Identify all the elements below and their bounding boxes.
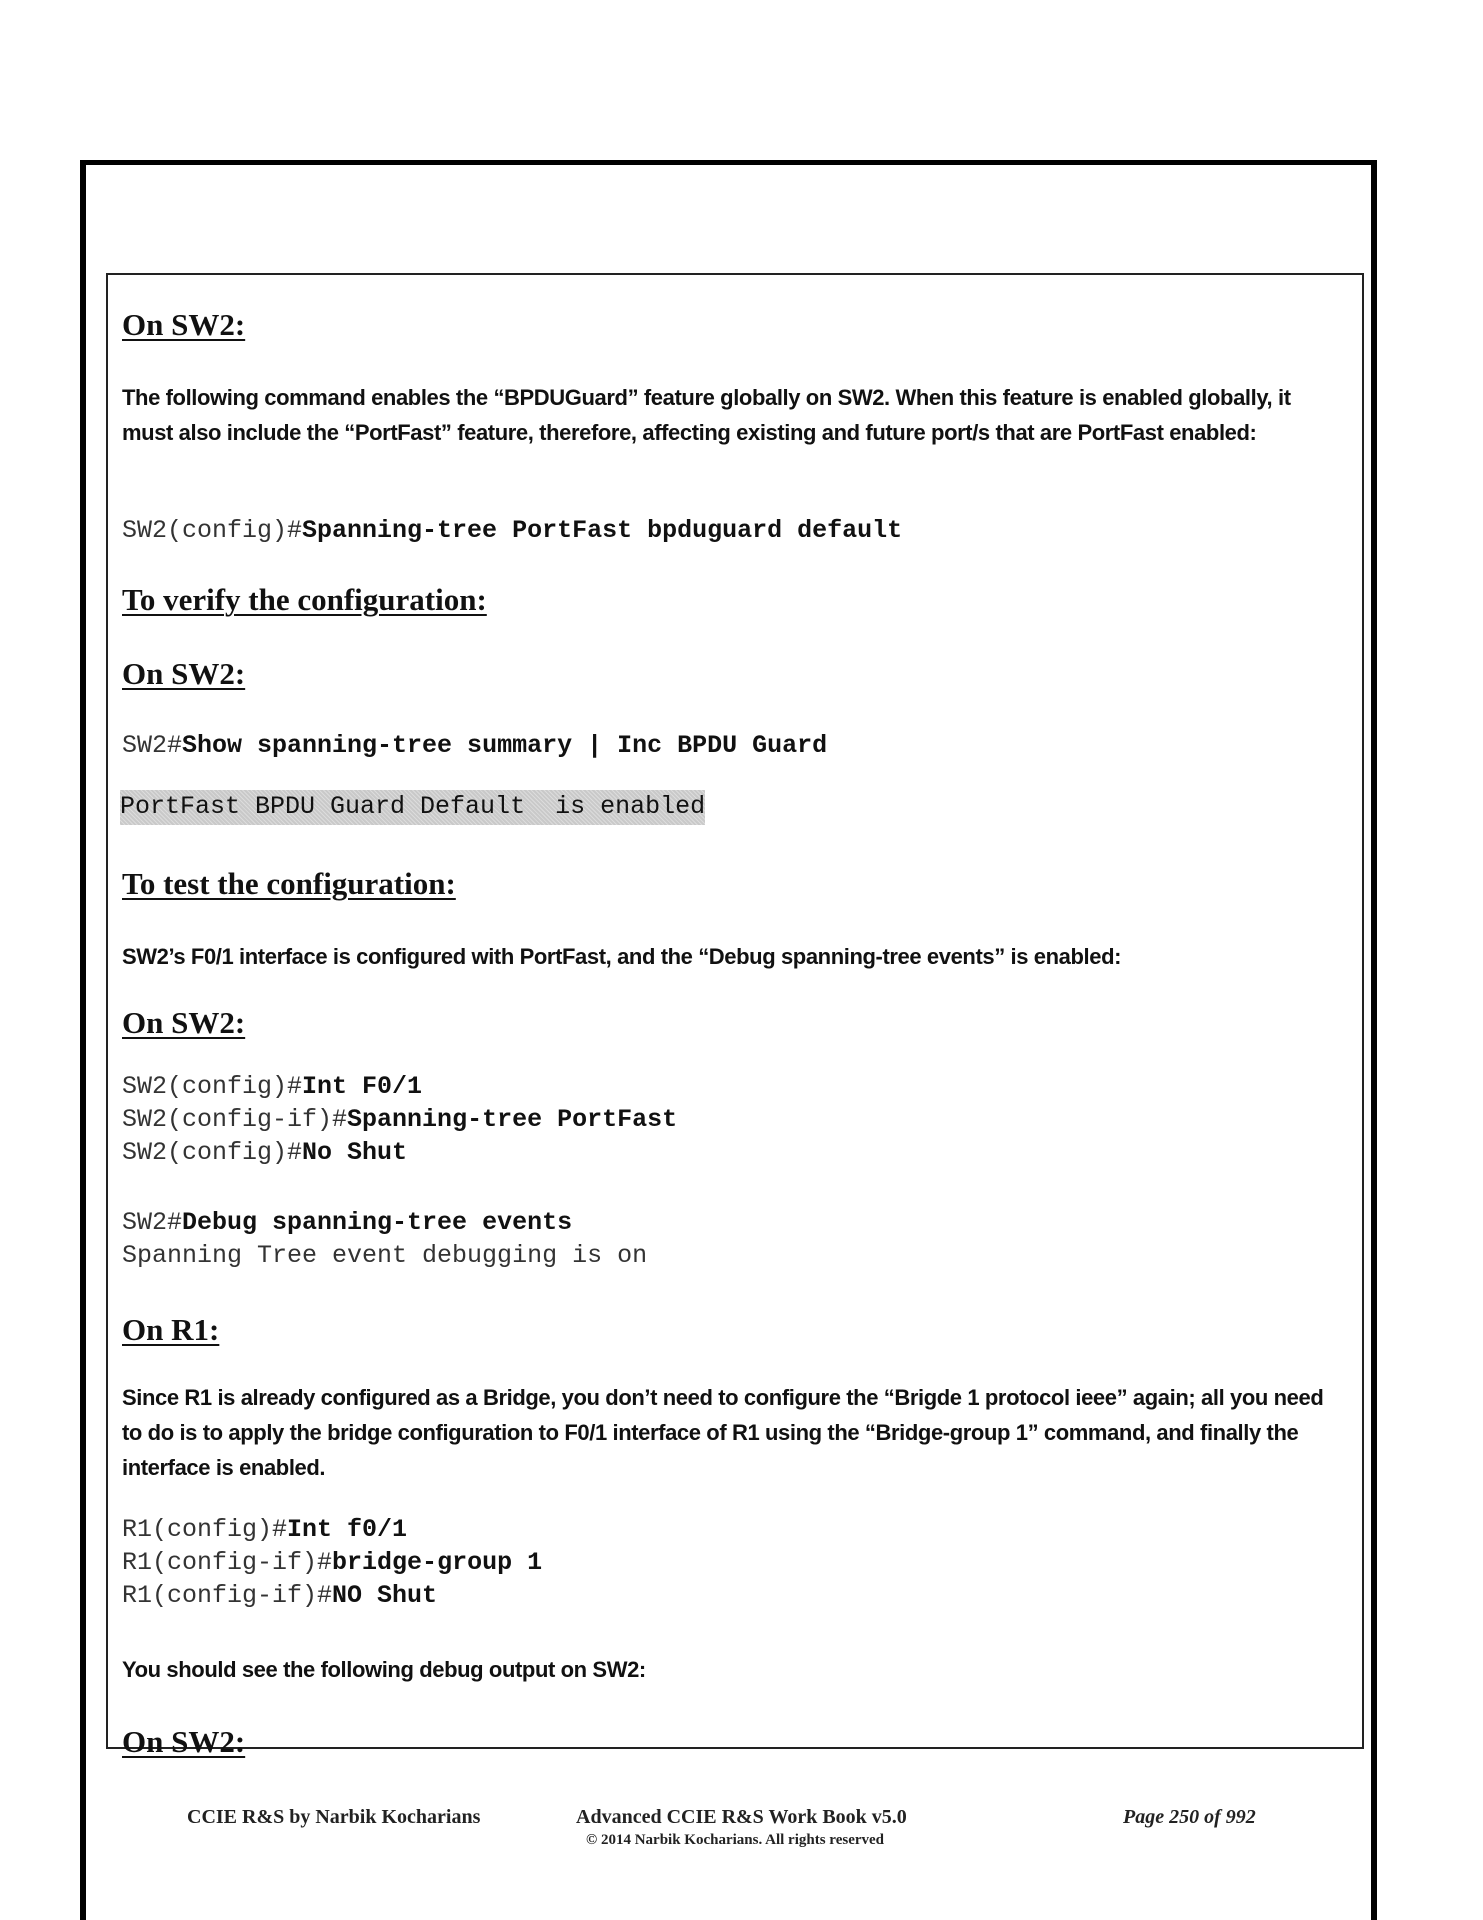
- paragraph: SW2’s F0/1 interface is configured with PortFast, and the “Debug spanning-tree events” is enabled:: [122, 944, 1122, 969]
- code-line: [122, 1070, 677, 1103]
- cli-prompt: SW2(config-if)#: [122, 1105, 348, 1134]
- cli-command: Show spanning-tree summary | Inc BPDU Guard: [182, 731, 828, 760]
- section-heading: On SW2:: [122, 307, 246, 342]
- section-heading: On SW2:: [122, 656, 246, 691]
- cli-prompt: SW2#: [122, 731, 183, 760]
- code-line: [122, 1136, 677, 1169]
- cli-command: Spanning-tree PortFast bpduguard default: [302, 516, 903, 545]
- section-heading: On R1:: [122, 1312, 220, 1347]
- cli-command: Debug spanning-tree events: [182, 1208, 573, 1237]
- footer-copyright: © 2014 Narbik Kocharians. All rights reserved: [586, 1832, 885, 1848]
- cli-prompt: SW2(config)#: [122, 516, 303, 545]
- footer-book-title: Advanced CCIE R&S Work Book v5.0: [576, 1806, 907, 1828]
- cli-command: NO Shut: [332, 1581, 438, 1610]
- cli-command: Spanning-tree PortFast: [347, 1105, 678, 1134]
- section-heading: To verify the configuration:: [122, 582, 487, 617]
- section-heading: On SW2:: [122, 1005, 246, 1040]
- section-heading: To test the configuration:: [122, 866, 456, 901]
- code-block: [122, 1513, 542, 1612]
- footer-author: CCIE R&S by Narbik Kocharians: [187, 1806, 481, 1828]
- cli-prompt: R1(config-if)#: [122, 1548, 333, 1577]
- cli-prompt: R1(config-if)#: [122, 1581, 333, 1610]
- code-line: [122, 1206, 647, 1239]
- cli-command: bridge-group 1: [332, 1548, 543, 1577]
- cli-command: Int f0/1: [287, 1515, 408, 1544]
- section-heading: On SW2:: [122, 1724, 246, 1759]
- cli-prompt: SW2(config)#: [122, 1138, 303, 1167]
- code-block: [122, 1206, 647, 1272]
- cli-prompt: R1(config)#: [122, 1515, 288, 1544]
- cli-prompt: SW2#: [122, 1208, 183, 1237]
- code-line: [122, 729, 827, 762]
- code-block: [122, 1070, 677, 1169]
- code-line: [122, 1513, 542, 1546]
- code-line: [122, 514, 902, 547]
- code-line: [122, 1103, 677, 1136]
- code-line: [122, 1579, 542, 1612]
- page-number: Page 250 of 992: [1123, 1806, 1256, 1828]
- cli-prompt: SW2(config)#: [122, 1072, 303, 1101]
- paragraph: Since R1 is already configured as a Bridge, you don’t need to configure the “Brigde 1 protocol ieee” again; all you need to do is to apply the bridge configuration to F0/1 interface of R1 using the “Bridge-group 1” command, and finally the interface is enabled.: [122, 1385, 1324, 1480]
- code-output: Spanning Tree event debugging is on: [122, 1241, 648, 1270]
- cli-command: No Shut: [302, 1138, 408, 1167]
- highlighted-output: PortFast BPDU Guard Default is enabled: [120, 790, 705, 825]
- paragraph: You should see the following debug output on SW2:: [122, 1657, 646, 1682]
- code-line: [122, 1546, 542, 1579]
- code-output: [120, 790, 705, 823]
- paragraph: The following command enables the “BPDUGuard” feature globally on SW2. When this feature is enabled globally, it must also include the “PortFast” feature, therefore, affecting existing and future port/s that are PortFast enabled:: [122, 385, 1291, 445]
- cli-command: Int F0/1: [302, 1072, 423, 1101]
